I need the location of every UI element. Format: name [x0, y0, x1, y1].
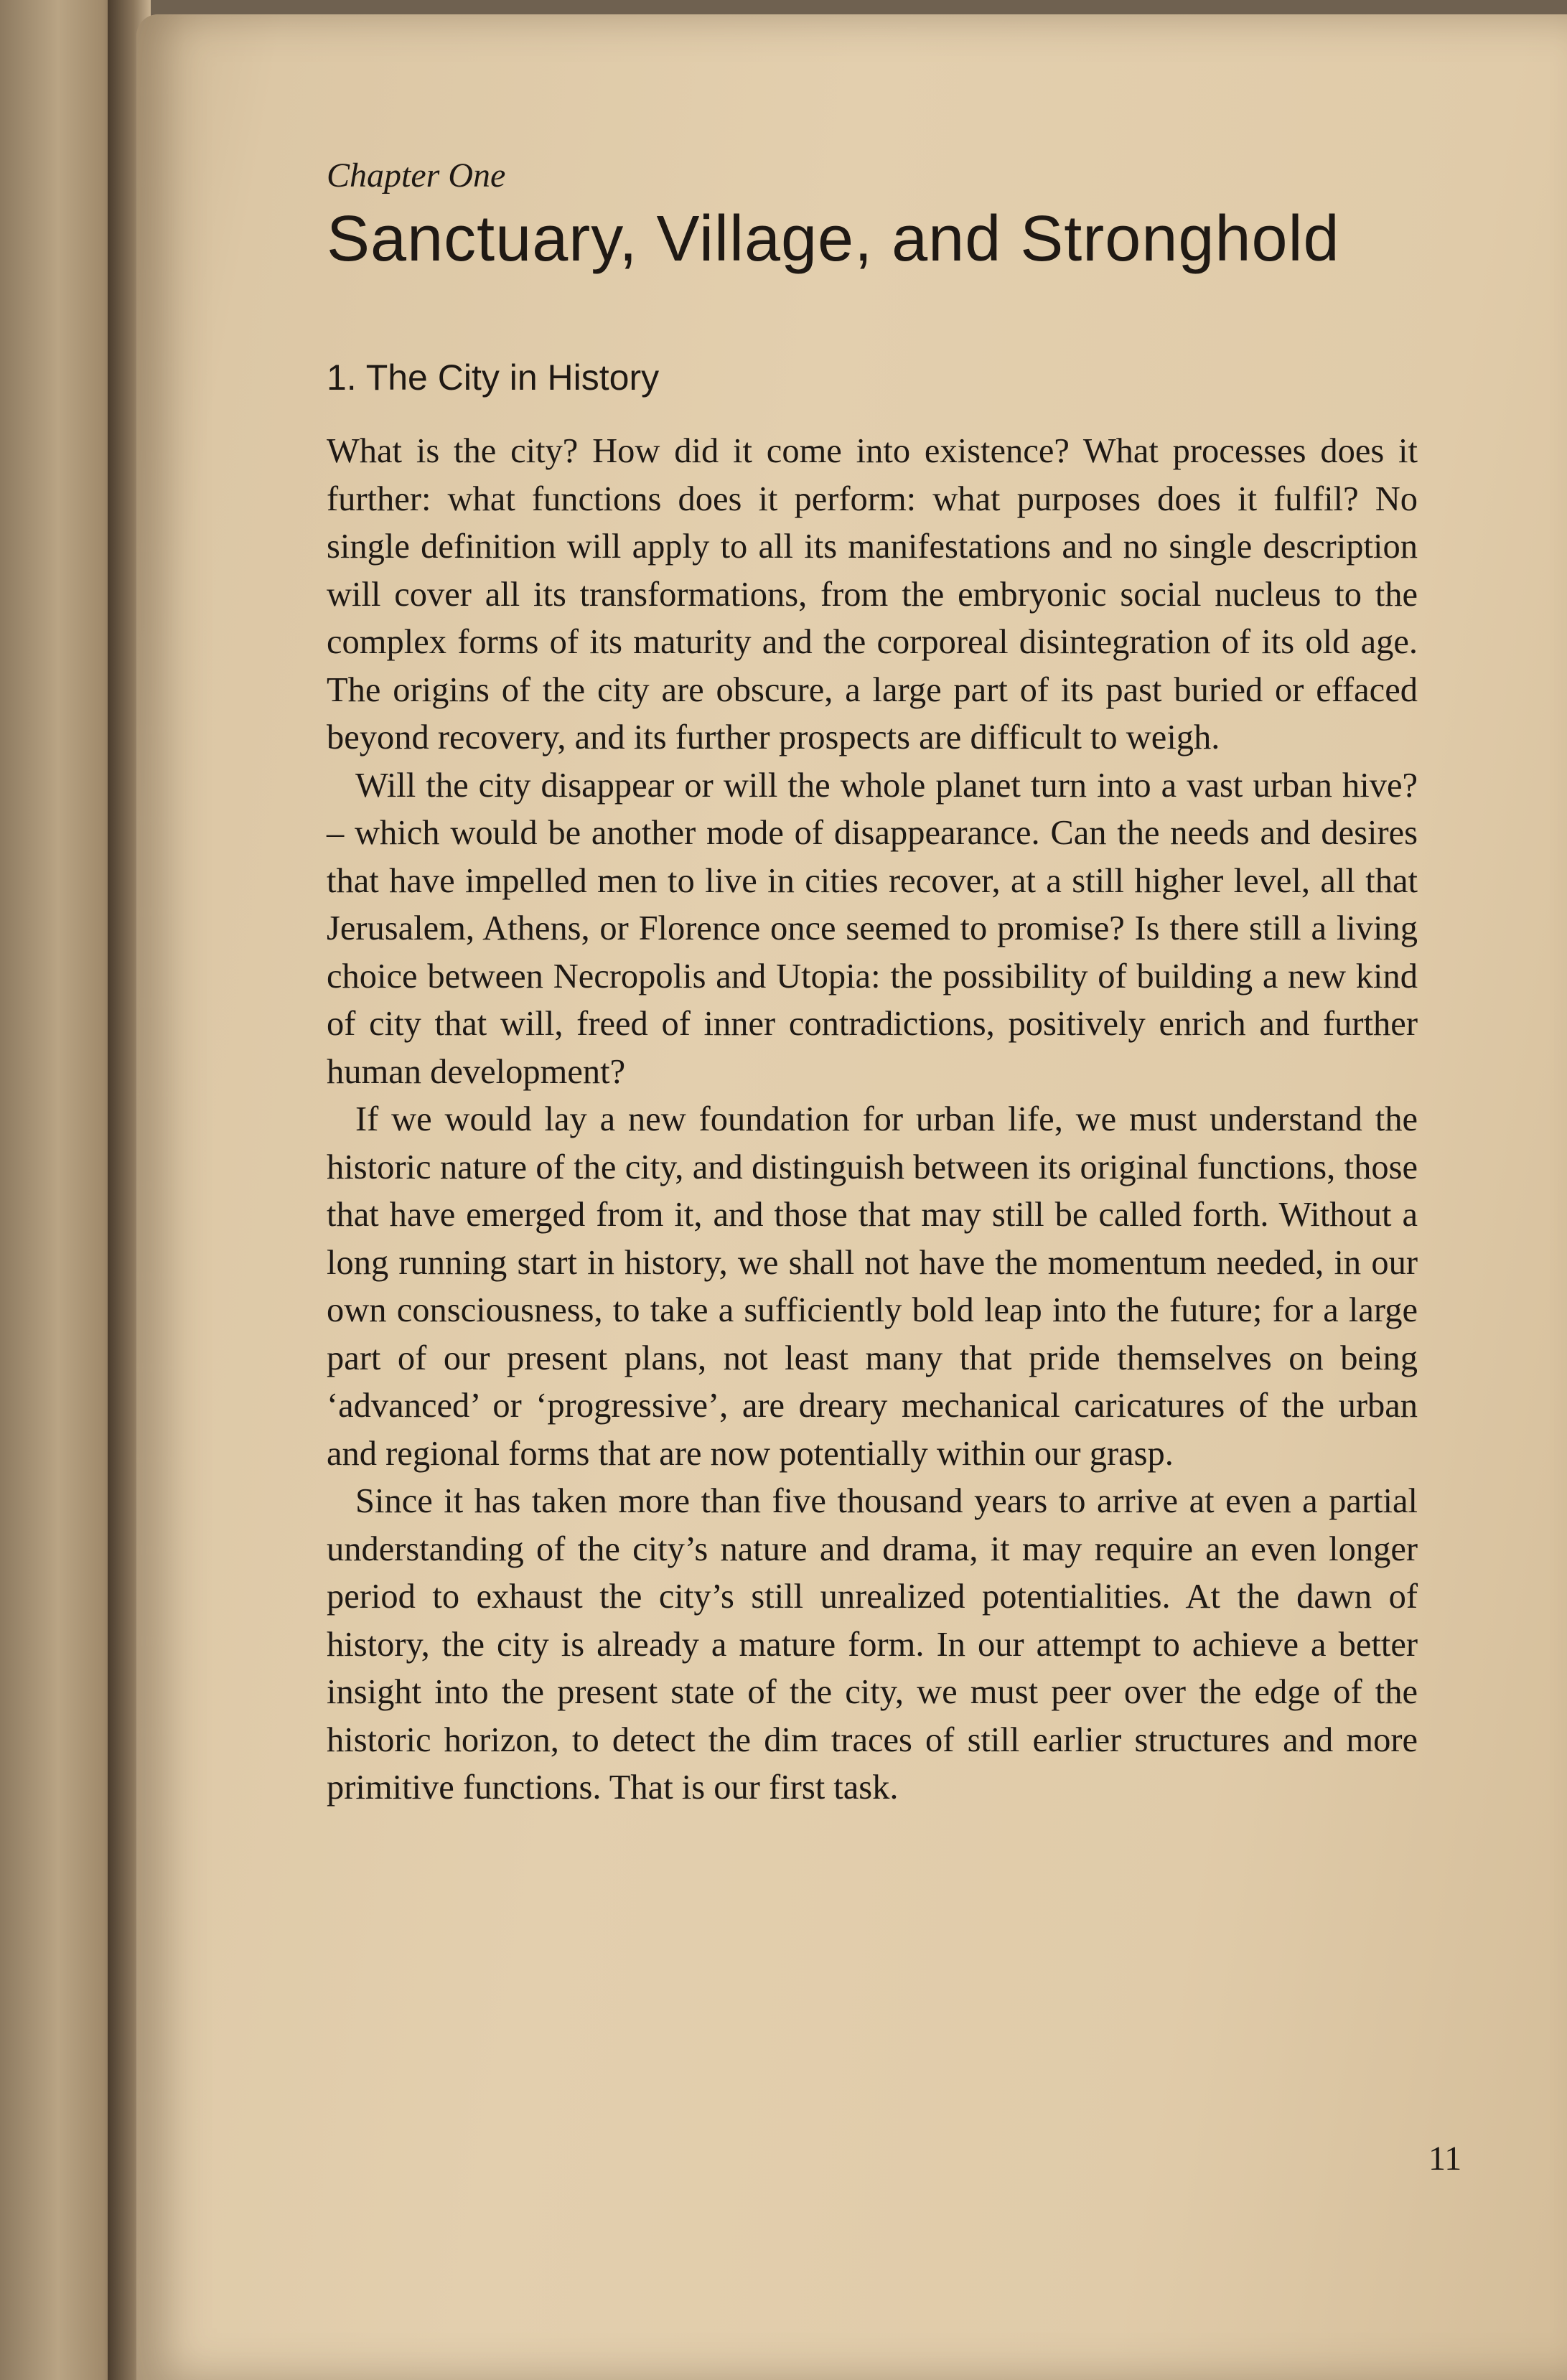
chapter-title: Sanctuary, Village, and Stronghold [327, 203, 1340, 275]
page-number: 11 [1428, 2140, 1462, 2178]
paragraph-2: Will the city disappear or will the whole planet turn into a vast urban hive? – which would be another mode of disappearance. Can the needs and desires that have impelled men to live in cities recover, at a still higher level, all that Jerusalem, Athens, or Florence once seemed to promise? Is there still a living choice between Necropolis and Utopia: the possibility of building a new kind of city that will, freed of inner contradictions, positively enrich and further human development? [327, 766, 1418, 1091]
section-heading: 1. The City in History [327, 357, 660, 398]
chapter-label: Chapter One [327, 156, 506, 195]
paragraph-1: What is the city? How did it come into existence? What processes does it further: what functions does it perform: what purposes does it fulfil? No single definition will apply to all its manifestations and no single description will cover all its transformations, from the embryonic social nucleus to the complex forms of its maturity and the corporeal disintegration of its old age. The origins of the city are obscure, a large part of its past buried or effaced beyond recovery, and its further prospects are difficult to weigh. [327, 432, 1418, 756]
book-page [136, 14, 1567, 2380]
paragraph-4: Since it has taken more than five thousand years to arrive at even a partial understanding of the city’s nature and drama, it may require an even longer period to exhaust the city’s still unrealized potentialities. At the dawn of history, the city is already a mature form. In our attempt to achieve a better insight into the present state of the city, we must peer over the edge of the historic horizon, to detect the dim traces of still earlier structures and more primitive functions. That is our first task. [327, 1482, 1418, 1807]
page-content [327, 154, 1418, 1812]
paragraph-3: If we would lay a new foundation for urban life, we must understand the historic nature of the city, and distinguish between its original functions, those that have emerged from it, and those that may still be called forth. Without a long running start in history, we shall not have the momentum needed, in our own consciousness, to take a sufficiently bold leap into the future; for a large part of our present plans, not least many that pride themselves on being ‘advanced’ or ‘progressive’, are dreary mechanical caricatures of the urban and regional forms that are now potentially within our grasp. [327, 1100, 1418, 1473]
